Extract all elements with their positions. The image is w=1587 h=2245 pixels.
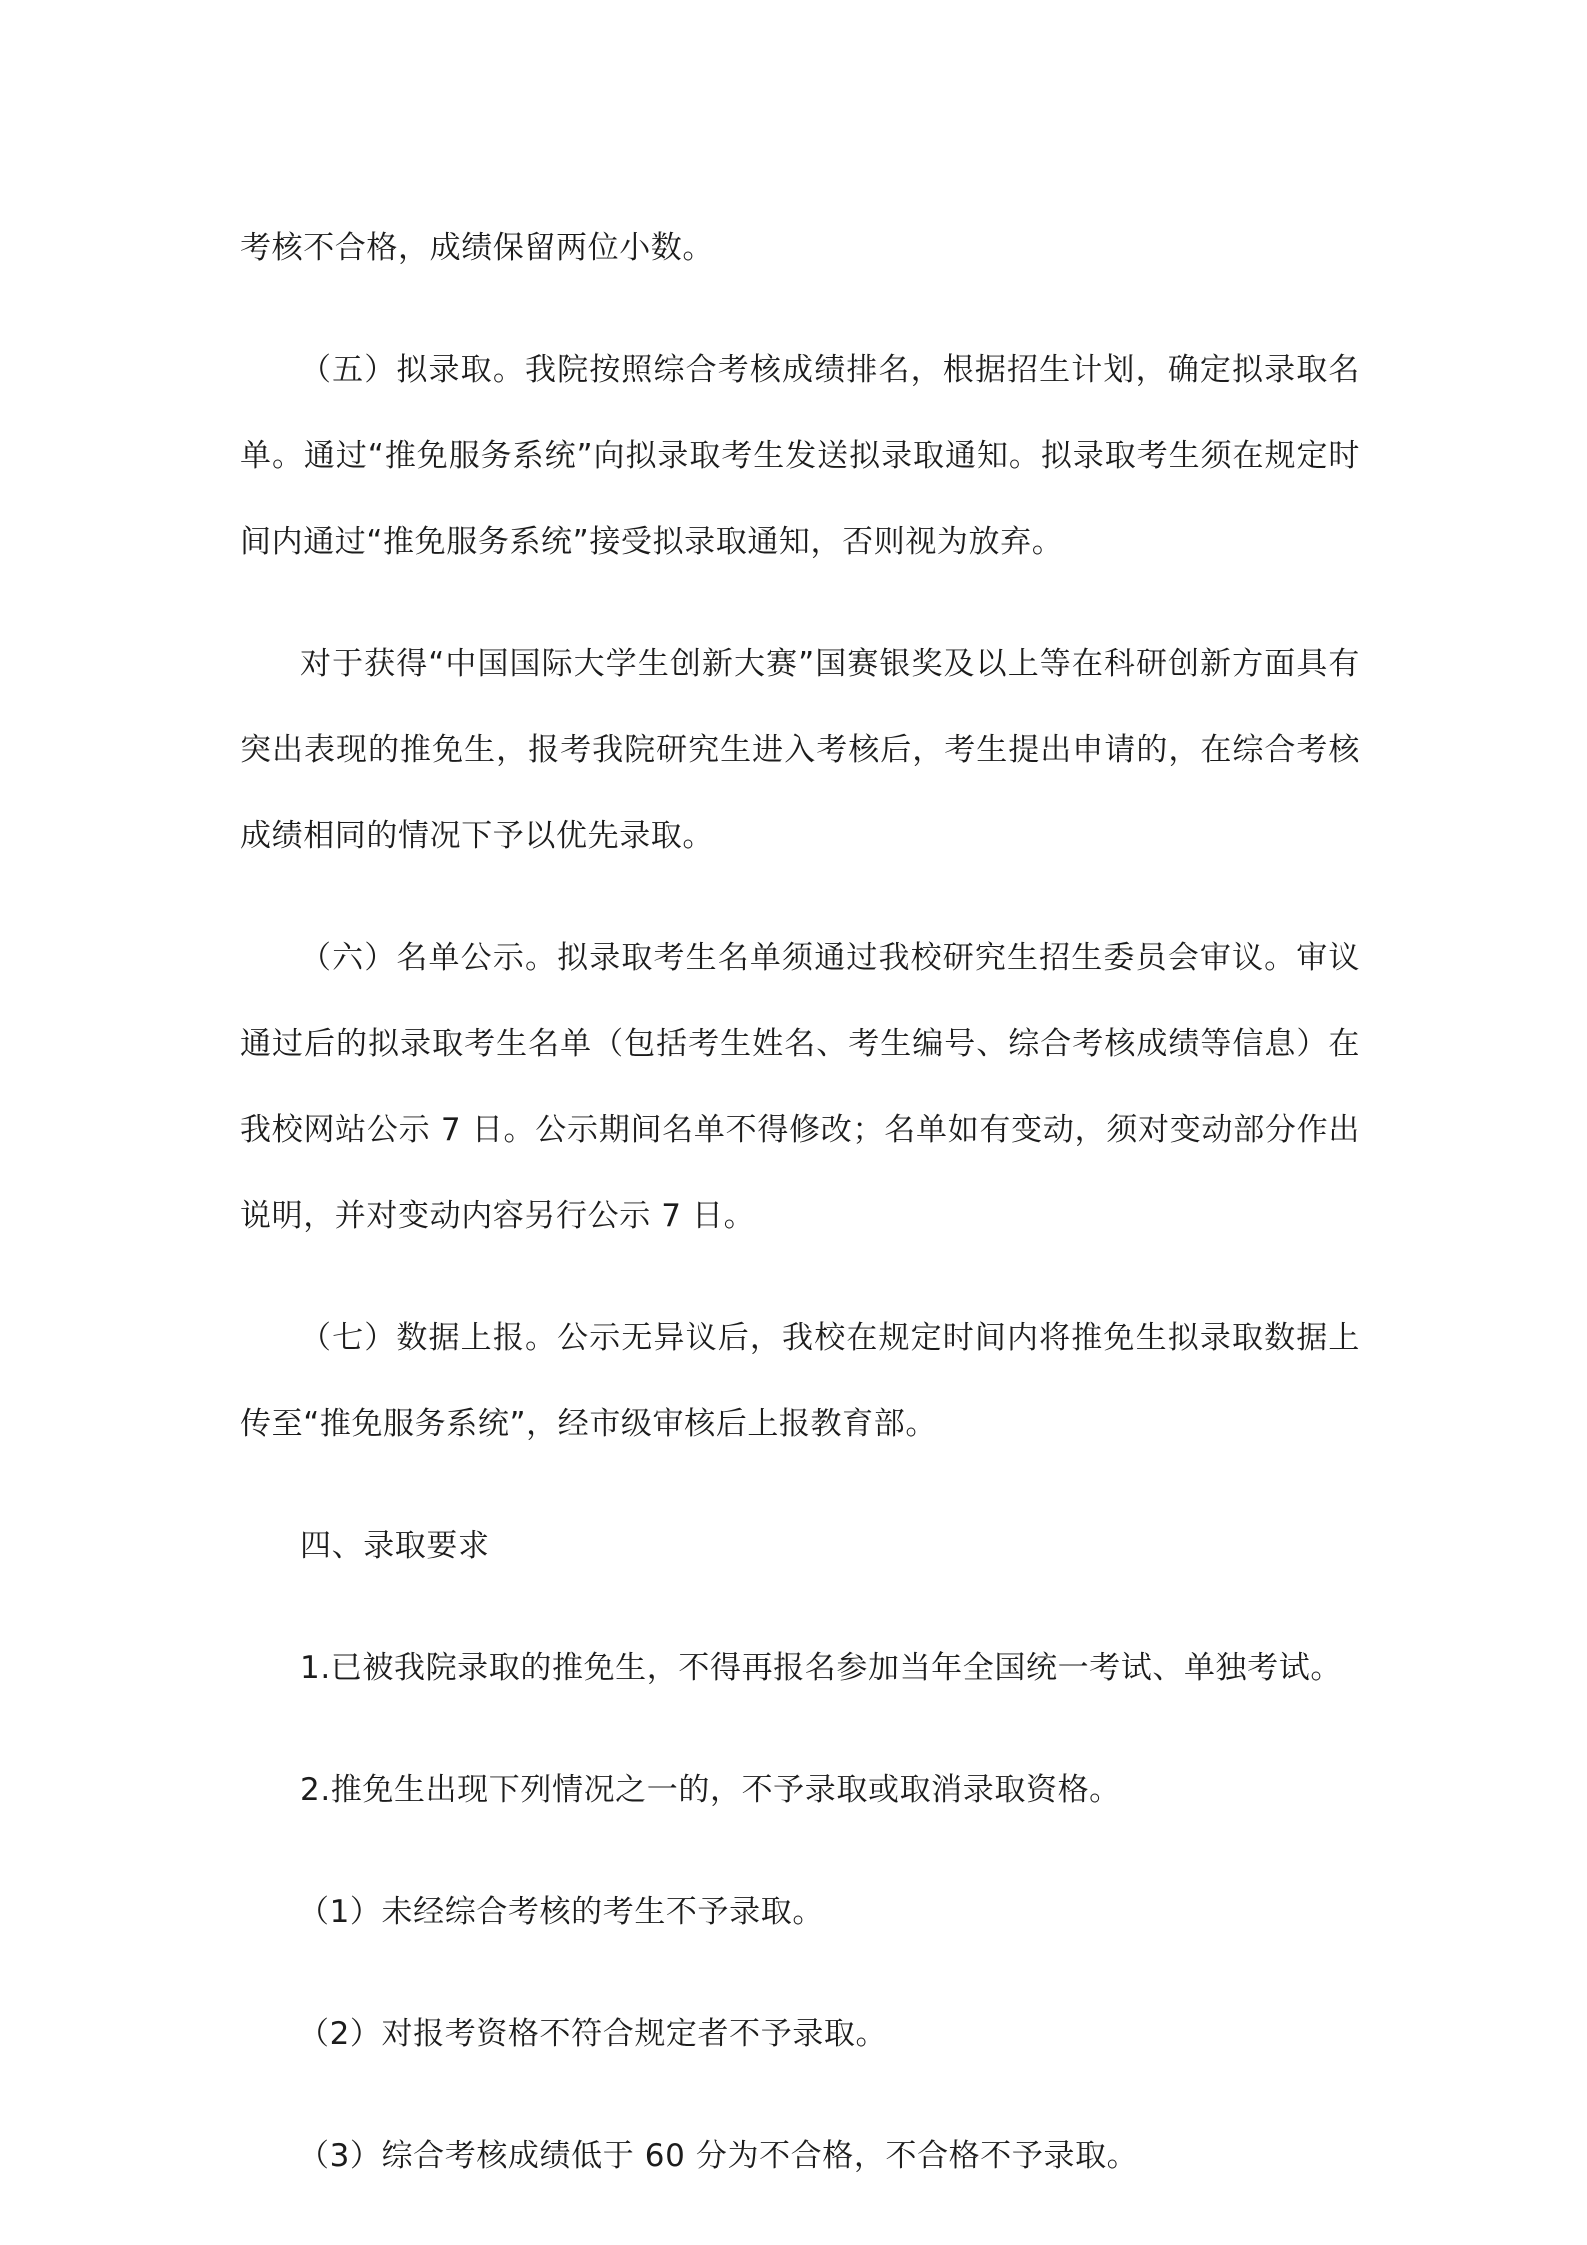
section-heading-admission-requirements: 四、录取要求 bbox=[300, 1528, 490, 1564]
requirement-item-2: 2.推免生出现下列情况之一的，不予录取或取消录取资格。 bbox=[300, 1772, 1121, 1808]
paragraph-data-reporting: （七）数据上报。公示无异议后，我校在规定时间内将推免生拟录取数据上传至“推免服务系统”，经市级审核后上报教育部。 bbox=[240, 1320, 1360, 1442]
paragraph-score-precision: 考核不合格，成绩保留两位小数。 bbox=[240, 230, 714, 266]
sub-item-1: （1）未经综合考核的考生不予录取。 bbox=[298, 1894, 824, 1930]
sub-item-3: （3）综合考核成绩低于 60 分为不合格，不合格不予录取。 bbox=[298, 2138, 1139, 2174]
document-body bbox=[240, 205, 1360, 2199]
sub-item-2: （2）对报考资格不符合规定者不予录取。 bbox=[298, 2016, 888, 2052]
paragraph-priority-admission: 对于获得“中国国际大学生创新大赛”国赛银奖及以上等在科研创新方面具有突出表现的推免生，报考我院研究生进入考核后，考生提出申请的，在综合考核成绩相同的情况下予以优先录取。 bbox=[240, 646, 1360, 854]
paragraph-list-publicity: （六）名单公示。拟录取考生名单须通过我校研究生招生委员会审议。审议通过后的拟录取考生名单（包括考生姓名、考生编号、综合考核成绩等信息）在我校网站公示 7 日。公示期间名单不得修改；名单如有变动，须对变动部分作出说明，并对变动内容另行公示 7 日。 bbox=[240, 940, 1360, 1234]
paragraph-proposed-admission: （五）拟录取。我院按照综合考核成绩排名，根据招生计划，确定拟录取名单。通过“推免服务系统”向拟录取考生发送拟录取通知。拟录取考生须在规定时间内通过“推免服务系统”接受拟录取通知，否则视为放弃。 bbox=[240, 352, 1360, 560]
requirement-item-1: 1.已被我院录取的推免生，不得再报名参加当年全国统一考试、单独考试。 bbox=[300, 1650, 1342, 1686]
